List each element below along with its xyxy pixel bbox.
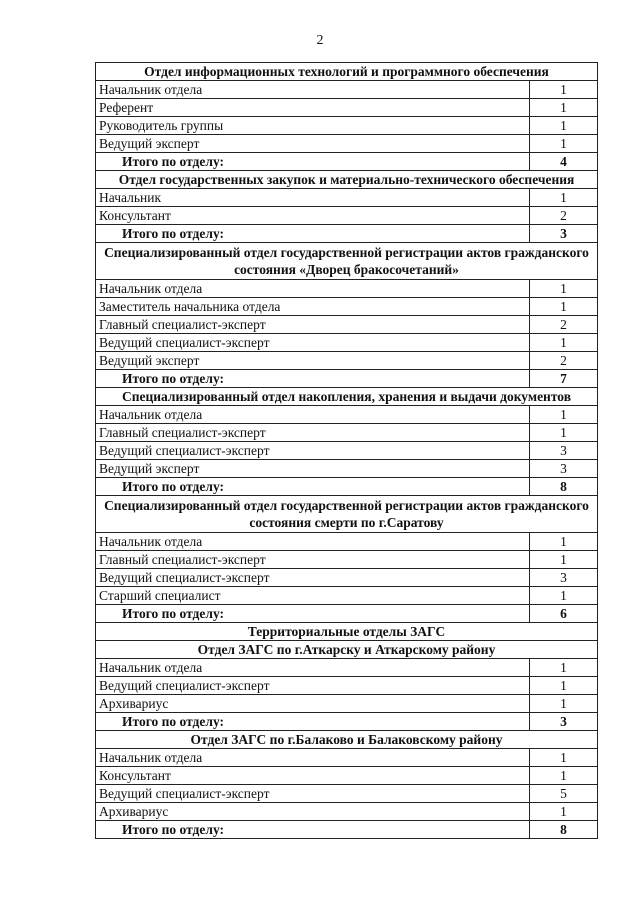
- department-title: Отдел государственных закупок и материально-технического обеспечения: [96, 171, 598, 189]
- total-value: 6: [530, 605, 598, 623]
- total-value: 8: [530, 478, 598, 496]
- department-title-row: [96, 243, 598, 280]
- total-row: [96, 478, 598, 496]
- total-label: Итого по отделу:: [96, 478, 530, 496]
- table-row: [96, 207, 598, 225]
- position-count: 1: [530, 135, 598, 153]
- position-count: 1: [530, 695, 598, 713]
- table-row: [96, 135, 598, 153]
- table-row: [96, 81, 598, 99]
- position-count: 1: [530, 677, 598, 695]
- department-title-row: [96, 641, 598, 659]
- table-row: [96, 533, 598, 551]
- table-row: [96, 695, 598, 713]
- table-row: [96, 99, 598, 117]
- staffing-table-body: [96, 63, 598, 839]
- total-value: 3: [530, 713, 598, 731]
- position-name: Начальник отдела: [96, 406, 530, 424]
- position-count: 1: [530, 803, 598, 821]
- position-name: Ведущий специалист-эксперт: [96, 442, 530, 460]
- position-count: 3: [530, 460, 598, 478]
- section-heading-row: [96, 623, 598, 641]
- table-row: [96, 298, 598, 316]
- position-count: 3: [530, 442, 598, 460]
- table-row: [96, 189, 598, 207]
- department-title: Специализированный отдел государственной регистрации актов гражданского состояния смерти по г.Саратову: [96, 496, 598, 533]
- table-row: [96, 767, 598, 785]
- department-title: Специализированный отдел накопления, хранения и выдачи документов: [96, 388, 598, 406]
- position-name: Главный специалист-эксперт: [96, 316, 530, 334]
- total-label: Итого по отделу:: [96, 605, 530, 623]
- table-row: [96, 316, 598, 334]
- position-count: 1: [530, 749, 598, 767]
- position-name: Начальник отдела: [96, 659, 530, 677]
- total-label: Итого по отделу:: [96, 225, 530, 243]
- position-count: 3: [530, 569, 598, 587]
- department-title: Отдел ЗАГС по г.Балаково и Балаковскому району: [96, 731, 598, 749]
- table-row: [96, 117, 598, 135]
- total-value: 4: [530, 153, 598, 171]
- table-row: [96, 424, 598, 442]
- position-count: 2: [530, 352, 598, 370]
- total-row: [96, 153, 598, 171]
- position-name: Ведущий эксперт: [96, 135, 530, 153]
- total-row: [96, 821, 598, 839]
- section-heading: Территориальные отделы ЗАГС: [96, 623, 598, 641]
- department-title: Специализированный отдел государственной регистрации актов гражданского состояния «Дворец бракосочетаний»: [96, 243, 598, 280]
- table-row: [96, 352, 598, 370]
- table-row: [96, 785, 598, 803]
- table-row: [96, 587, 598, 605]
- position-count: 5: [530, 785, 598, 803]
- position-count: 1: [530, 551, 598, 569]
- department-title-row: [96, 731, 598, 749]
- department-title: Отдел информационных технологий и программного обеспечения: [96, 63, 598, 81]
- total-row: [96, 370, 598, 388]
- position-count: 1: [530, 587, 598, 605]
- total-row: [96, 605, 598, 623]
- position-name: Заместитель начальника отдела: [96, 298, 530, 316]
- position-name: Главный специалист-эксперт: [96, 424, 530, 442]
- position-count: 1: [530, 767, 598, 785]
- table-row: [96, 659, 598, 677]
- position-count: 1: [530, 533, 598, 551]
- position-name: Референт: [96, 99, 530, 117]
- position-name: Руководитель группы: [96, 117, 530, 135]
- position-name: Начальник отдела: [96, 533, 530, 551]
- table-row: [96, 442, 598, 460]
- position-count: 1: [530, 189, 598, 207]
- department-title-row: [96, 171, 598, 189]
- total-value: 7: [530, 370, 598, 388]
- position-count: 1: [530, 280, 598, 298]
- department-title-row: [96, 388, 598, 406]
- position-name: Начальник отдела: [96, 749, 530, 767]
- total-value: 8: [530, 821, 598, 839]
- position-name: Ведущий эксперт: [96, 460, 530, 478]
- position-count: 1: [530, 298, 598, 316]
- table-row: [96, 803, 598, 821]
- position-count: 1: [530, 659, 598, 677]
- position-count: 1: [530, 117, 598, 135]
- position-name: Начальник: [96, 189, 530, 207]
- total-label: Итого по отделу:: [96, 153, 530, 171]
- total-label: Итого по отделу:: [96, 370, 530, 388]
- position-name: Начальник отдела: [96, 81, 530, 99]
- department-title-row: [96, 63, 598, 81]
- table-row: [96, 280, 598, 298]
- position-count: 1: [530, 334, 598, 352]
- position-name: Архивариус: [96, 695, 530, 713]
- position-name: Консультант: [96, 207, 530, 225]
- position-name: Ведущий специалист-эксперт: [96, 677, 530, 695]
- position-name: Начальник отдела: [96, 280, 530, 298]
- total-value: 3: [530, 225, 598, 243]
- position-count: 1: [530, 424, 598, 442]
- position-count: 1: [530, 99, 598, 117]
- position-name: Ведущий эксперт: [96, 352, 530, 370]
- table-row: [96, 569, 598, 587]
- position-name: Ведущий специалист-эксперт: [96, 569, 530, 587]
- position-name: Консультант: [96, 767, 530, 785]
- total-row: [96, 225, 598, 243]
- page-number: 2: [316, 33, 324, 48]
- position-count: 1: [530, 406, 598, 424]
- total-label: Итого по отделу:: [96, 821, 530, 839]
- position-count: 2: [530, 316, 598, 334]
- position-name: Ведущий специалист-эксперт: [96, 785, 530, 803]
- table-row: [96, 460, 598, 478]
- department-title: Отдел ЗАГС по г.Аткарску и Аткарскому району: [96, 641, 598, 659]
- total-row: [96, 713, 598, 731]
- position-count: 1: [530, 81, 598, 99]
- position-name: Ведущий специалист-эксперт: [96, 334, 530, 352]
- position-name: Старший специалист: [96, 587, 530, 605]
- table-row: [96, 677, 598, 695]
- total-label: Итого по отделу:: [96, 713, 530, 731]
- table-row: [96, 406, 598, 424]
- position-count: 2: [530, 207, 598, 225]
- table-row: [96, 551, 598, 569]
- position-name: Архивариус: [96, 803, 530, 821]
- table-row: [96, 334, 598, 352]
- table-row: [96, 749, 598, 767]
- department-title-row: [96, 496, 598, 533]
- position-name: Главный специалист-эксперт: [96, 551, 530, 569]
- staffing-table: [95, 62, 598, 839]
